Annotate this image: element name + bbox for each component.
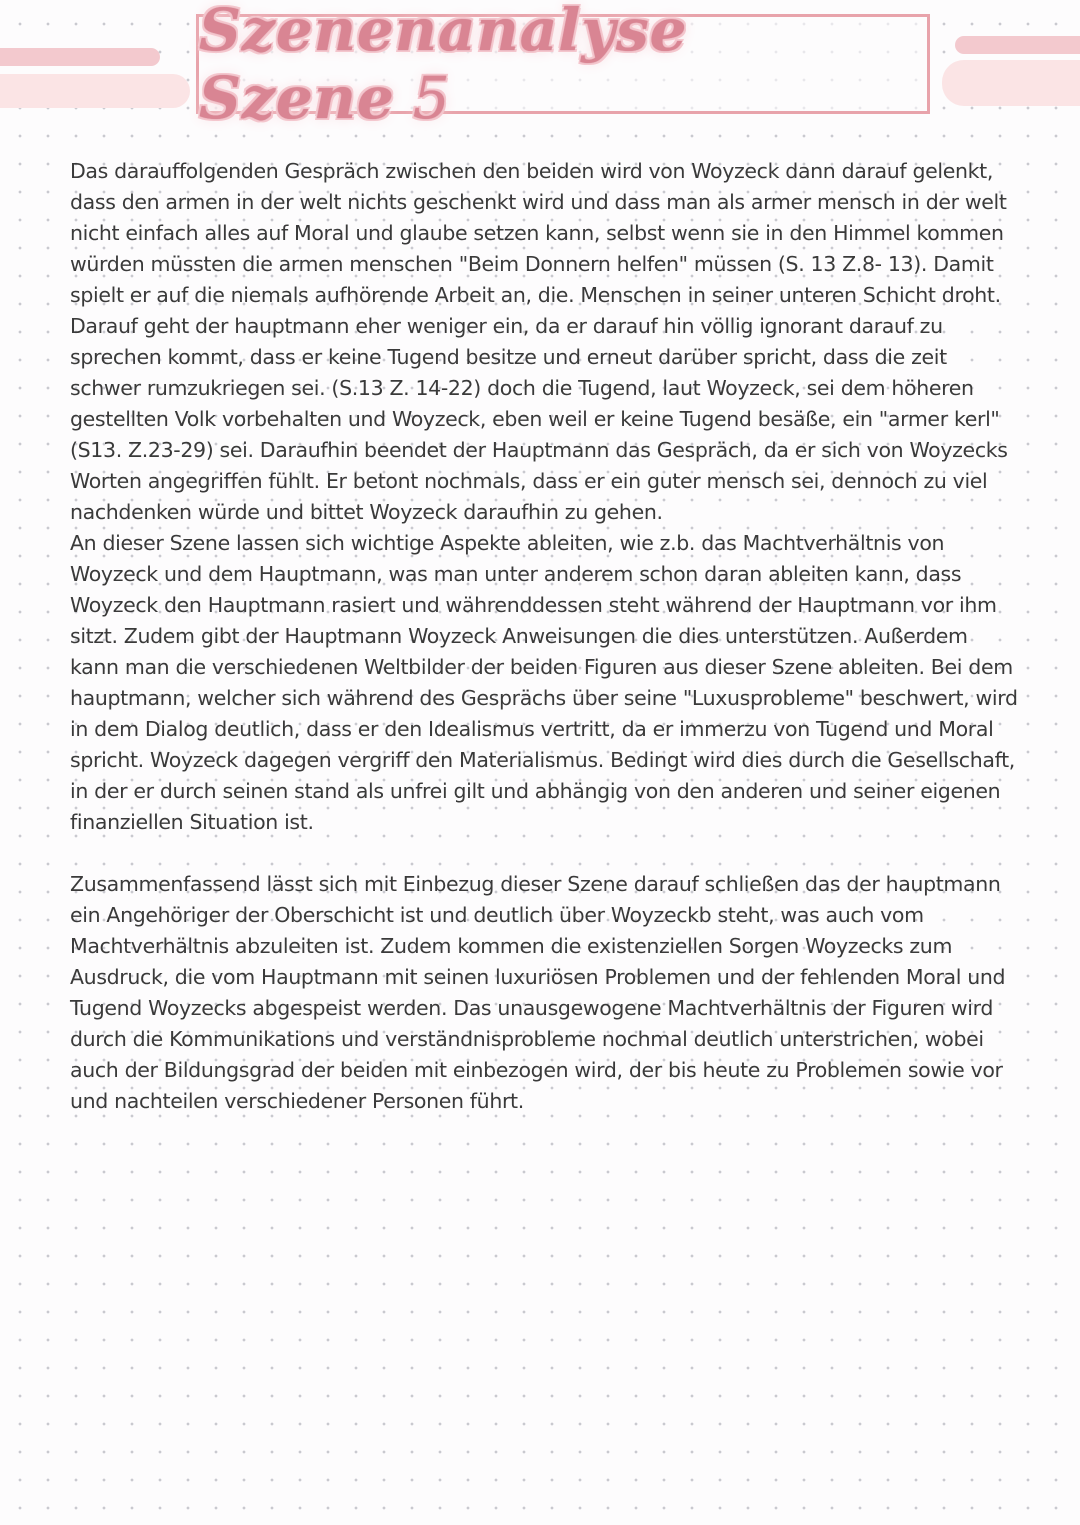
title-number: 5 [412,64,451,132]
essay-body [70,156,1020,1117]
decor-stripe-right-top [955,36,1080,54]
decor-stripe-right-bottom [942,60,1080,106]
paragraph-summary: Das darauffolgenden Gespräch zwischen den beiden wird von Woyzeck dann darauf gelenkt, dass den armen in der welt nichts geschenkt wird und dass man als armer mensch in der welt nicht einfach alles auf Moral und glaube setzen kann, selbst wenn sie in den Himmel kommen würden müssten die armen menschen "Beim Donnern helfen" müssen (S. 13 Z.8- 13). Damit spielt er auf die niemals aufhörende Arbeit an, die. Menschen in seiner unteren Schicht droht. Darauf geht der hauptmann eher weniger ein, da er darauf hin völlig ignorant darauf zu sprechen kommt, dass er keine Tugend besitze und erneut darüber spricht, dass die zeit schwer rumzukriegen sei. (S.13 Z. 14-22) doch die Tugend, laut Woyzeck, sei dem höheren gestellten Volk vorbehalten und Woyzeck, eben weil er keine Tugend besäße, ein "armer kerl" (S13. Z.23-29) sei. Daraufhin beendet der Hauptmann das Gespräch, da er sich von Woyzecks Worten angegriffen fühlt. Er betont nochmals, dass er ein guter mensch sei, dennoch zu viel nachdenken würde und bittet Woyzeck daraufhin zu gehen. [70,159,1008,524]
page-title [199,0,927,132]
paragraph-analysis: An dieser Szene lassen sich wichtige Aspekte ableiten, wie z.b. das Machtverhältnis von Woyzeck und dem Hauptmann, was man unter anderem schon daran ableiten kann, dass Woyzeck den Hauptmann rasiert und währenddessen steht während der Hauptmann vor ihm sitzt. Zudem gibt der Hauptmann Woyzeck Anweisungen die dies unterstützen. Außerdem kann man die verschiedenen Weltbilder der beiden Figuren aus dieser Szene ableiten. Bei dem hauptmann, welcher sich während des Gesprächs über seine "Luxusprobleme" beschwert, wird in dem Dialog deutlich, dass er den Idealismus vertritt, da er immerzu von Tugend und Moral spricht. Woyzeck dagegen vergriff den Materialismus. Bedingt wird dies durch die Gesellschaft, in der er durch seinen stand als unfrei gilt und abhängig von den anderen und seiner eigenen finanziellen Situation ist. [70,531,1018,834]
decor-stripe-left-top [0,48,160,66]
title-box [196,0,930,132]
decor-stripe-left-bottom [0,74,190,108]
paragraph-conclusion: Zusammenfassend lässt sich mit Einbezug dieser Szene darauf schließen das der hauptmann ein Angehöriger der Oberschicht ist und deutlich über Woyzeckb steht, was auch vom Machtverhältnis abzuleiten ist. Zudem kommen die existenziellen Sorgen Woyzecks zum Ausdruck, die vom Hauptmann mit seinen luxuriösen Problemen und der fehlenden Moral und Tugend Woyzecks abgespeist werden. Das unausgewogene Machtverhältnis der Figuren wird durch die Kommunikations und verständnisprobleme nochmal deutlich unterstrichen, wobei auch der Bildungsgrad der beiden mit einbezogen wird, der bis heute zu Problemen sowie vor und nachteilen verschiedener Personen führt. [70,872,1006,1113]
title-main: Szenenanalyse Szene [199,0,688,132]
paragraph-spacer [70,838,1020,869]
